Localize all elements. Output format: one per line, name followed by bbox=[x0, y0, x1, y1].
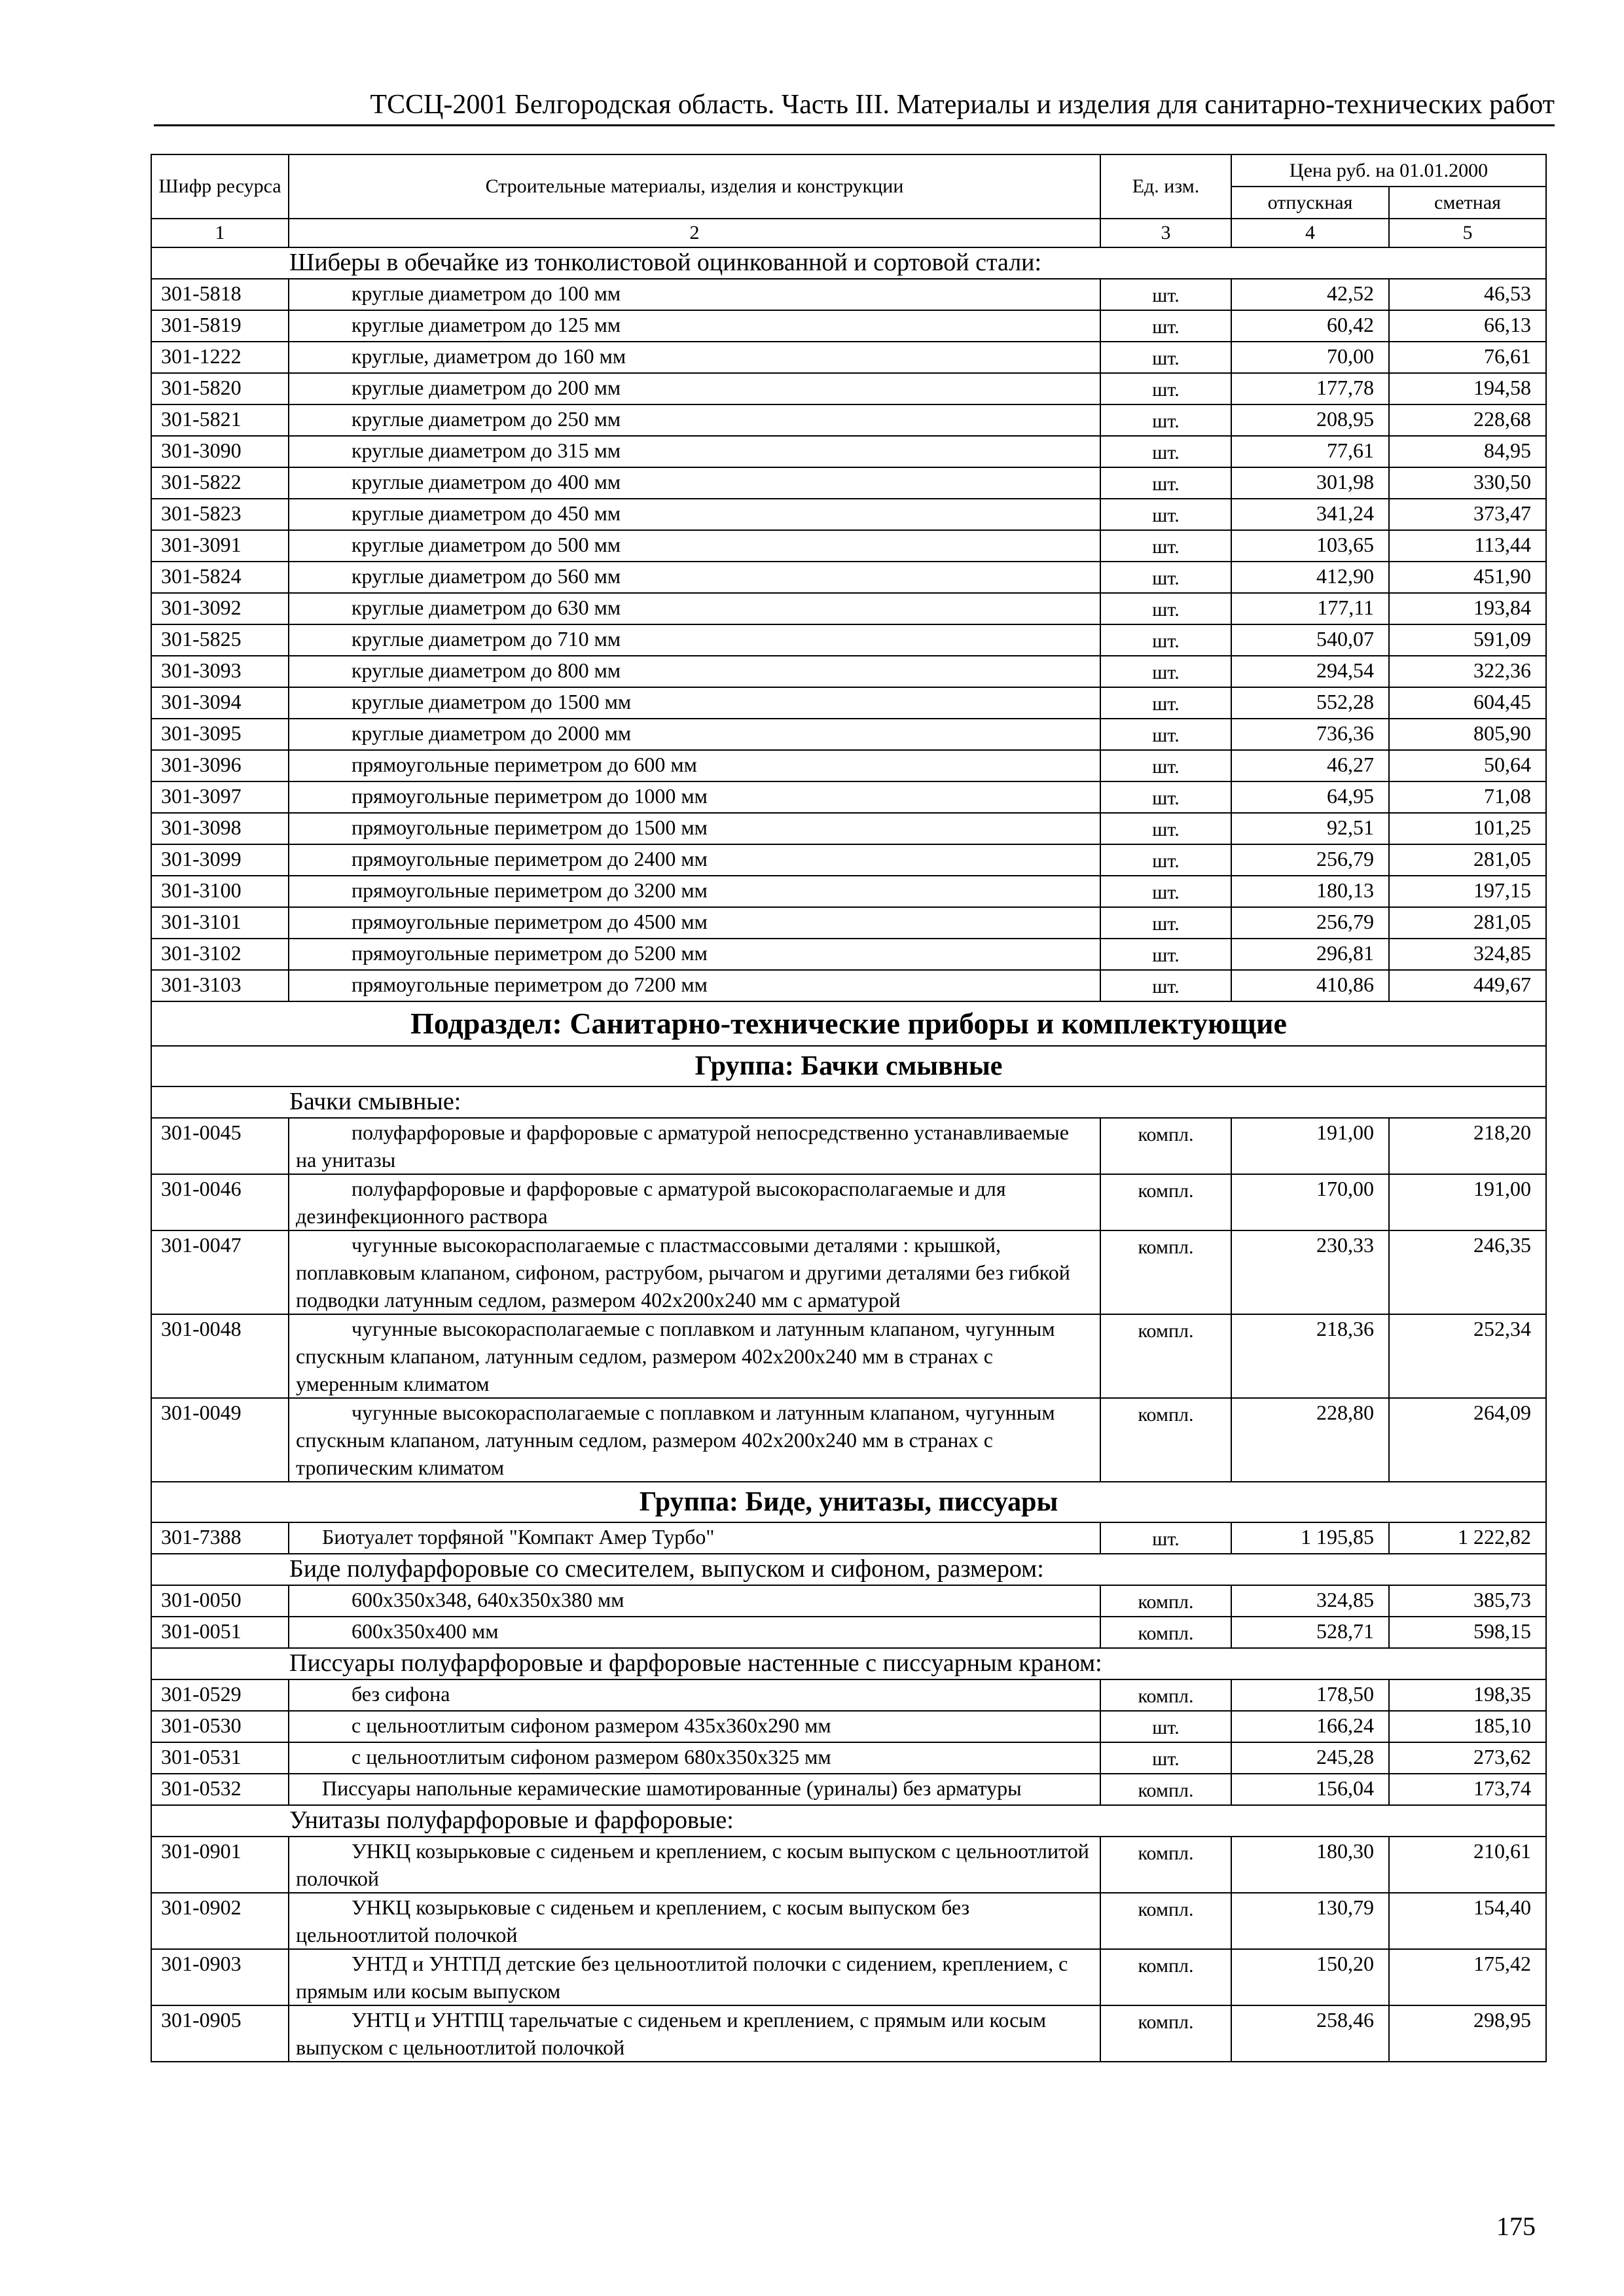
resource-code: 301-5823 bbox=[151, 499, 289, 530]
unit-cell: шт. bbox=[1100, 404, 1231, 436]
unit-cell: компл. bbox=[1100, 1585, 1231, 1617]
release-price: 540,07 bbox=[1231, 624, 1389, 656]
item-name: круглые диаметром до 250 мм bbox=[289, 404, 1100, 436]
item-name: Писсуары напольные керамические шамотированные (уриналы) без арматуры bbox=[289, 1774, 1100, 1805]
resource-code: 301-5818 bbox=[151, 279, 289, 310]
release-price: 301,98 bbox=[1231, 467, 1389, 499]
item-name: круглые диаметром до 2000 мм bbox=[289, 719, 1100, 750]
unit-cell: шт. bbox=[1100, 1742, 1231, 1774]
unit-cell: компл. bbox=[1100, 2005, 1231, 2062]
subsection-title: Подраздел: Санитарно-технические приборы и комплектующие bbox=[151, 1001, 1546, 1046]
col-number: 2 bbox=[289, 219, 1100, 247]
release-price: 77,61 bbox=[1231, 436, 1389, 467]
release-price: 218,36 bbox=[1231, 1314, 1389, 1398]
table-row bbox=[151, 499, 1546, 530]
resource-code: 301-5821 bbox=[151, 404, 289, 436]
release-price: 177,78 bbox=[1231, 373, 1389, 404]
table-row bbox=[151, 1837, 1546, 1893]
item-name: круглые, диаметром до 160 мм bbox=[289, 342, 1100, 373]
unit-cell: шт. bbox=[1100, 656, 1231, 687]
item-name: чугунные высокорасполагаемые с поплавком и латунным клапаном, чугунным спускным клапаном, латунным седлом, размером 402x200x240 мм в странах с умеренным климатом bbox=[289, 1314, 1100, 1398]
table-head-row bbox=[151, 154, 1546, 187]
group-title-row bbox=[151, 1805, 1546, 1837]
resource-code: 301-3097 bbox=[151, 781, 289, 813]
item-name: чугунные высокорасполагаемые с поплавком и латунным клапаном, чугунным спускным клапаном, латунным седлом, размером 402x200x240 мм в странах с тропическим климатом bbox=[289, 1398, 1100, 1482]
item-name: круглые диаметром до 125 мм bbox=[289, 310, 1100, 342]
estimate-price: 194,58 bbox=[1389, 373, 1546, 404]
resource-code: 301-3096 bbox=[151, 750, 289, 781]
estimate-price: 193,84 bbox=[1389, 593, 1546, 624]
table-row bbox=[151, 1617, 1546, 1648]
estimate-price: 101,25 bbox=[1389, 813, 1546, 844]
release-price: 736,36 bbox=[1231, 719, 1389, 750]
unit-cell: шт. bbox=[1100, 781, 1231, 813]
unit-cell: компл. bbox=[1100, 1893, 1231, 1949]
table-row bbox=[151, 719, 1546, 750]
resource-code: 301-5824 bbox=[151, 562, 289, 593]
col-number: 3 bbox=[1100, 219, 1231, 247]
release-price: 170,00 bbox=[1231, 1174, 1389, 1230]
item-name: круглые диаметром до 400 мм bbox=[289, 467, 1100, 499]
col-number: 1 bbox=[151, 219, 289, 247]
table-row bbox=[151, 593, 1546, 624]
table-row bbox=[151, 467, 1546, 499]
unit-cell: шт. bbox=[1100, 436, 1231, 467]
estimate-price: 373,47 bbox=[1389, 499, 1546, 530]
col-head-price: Цена руб. на 01.01.2000 bbox=[1231, 154, 1546, 187]
release-price: 64,95 bbox=[1231, 781, 1389, 813]
estimate-price: 154,40 bbox=[1389, 1893, 1546, 1949]
estimate-price: 591,09 bbox=[1389, 624, 1546, 656]
release-price: 256,79 bbox=[1231, 844, 1389, 876]
table-row bbox=[151, 342, 1546, 373]
estimate-price: 113,44 bbox=[1389, 530, 1546, 562]
table-row bbox=[151, 1679, 1546, 1711]
group-title: Шиберы в обечайке из тонколистовой оцинкованной и сортовой стали: bbox=[151, 247, 1546, 279]
estimate-price: 324,85 bbox=[1389, 939, 1546, 970]
release-price: 552,28 bbox=[1231, 687, 1389, 719]
table-row bbox=[151, 750, 1546, 781]
group-title: Унитазы полуфарфоровые и фарфоровые: bbox=[151, 1805, 1546, 1837]
resource-code: 301-0905 bbox=[151, 2005, 289, 2062]
release-price: 130,79 bbox=[1231, 1893, 1389, 1949]
item-name: прямоугольные периметром до 2400 мм bbox=[289, 844, 1100, 876]
item-name: полуфарфоровые и фарфоровые с арматурой высокорасполагаемые и для дезинфекционного раствора bbox=[289, 1174, 1100, 1230]
release-price: 191,00 bbox=[1231, 1118, 1389, 1174]
item-name: без сифона bbox=[289, 1679, 1100, 1711]
release-price: 46,27 bbox=[1231, 750, 1389, 781]
item-name: прямоугольные периметром до 7200 мм bbox=[289, 970, 1100, 1001]
table-row bbox=[151, 1949, 1546, 2005]
subsection-title-row bbox=[151, 1001, 1546, 1046]
estimate-price: 84,95 bbox=[1389, 436, 1546, 467]
item-name: Биотуалет торфяной "Компакт Амер Турбо" bbox=[289, 1522, 1100, 1554]
resource-code: 301-3099 bbox=[151, 844, 289, 876]
resource-code: 301-0050 bbox=[151, 1585, 289, 1617]
item-name: прямоугольные периметром до 3200 мм bbox=[289, 876, 1100, 907]
resource-code: 301-0046 bbox=[151, 1174, 289, 1230]
estimate-price: 197,15 bbox=[1389, 876, 1546, 907]
unit-cell: шт. bbox=[1100, 876, 1231, 907]
page-number: 175 bbox=[1496, 2212, 1536, 2241]
group-heading-row bbox=[151, 1046, 1546, 1086]
resource-code: 301-0051 bbox=[151, 1617, 289, 1648]
unit-cell: шт. bbox=[1100, 1711, 1231, 1742]
unit-cell: компл. bbox=[1100, 1837, 1231, 1893]
col-head-release: отпускная bbox=[1231, 187, 1389, 219]
col-number: 5 bbox=[1389, 219, 1546, 247]
item-name: круглые диаметром до 710 мм bbox=[289, 624, 1100, 656]
item-name: круглые диаметром до 560 мм bbox=[289, 562, 1100, 593]
release-price: 42,52 bbox=[1231, 279, 1389, 310]
release-price: 230,33 bbox=[1231, 1230, 1389, 1314]
table-row bbox=[151, 1774, 1546, 1805]
resource-code: 301-3091 bbox=[151, 530, 289, 562]
release-price: 180,13 bbox=[1231, 876, 1389, 907]
resource-code: 301-0532 bbox=[151, 1774, 289, 1805]
unit-cell: компл. bbox=[1100, 1617, 1231, 1648]
item-name: с цельноотлитым сифоном размером 435x360x290 мм bbox=[289, 1711, 1100, 1742]
group-title-row bbox=[151, 1648, 1546, 1679]
resource-code: 301-3095 bbox=[151, 719, 289, 750]
estimate-price: 198,35 bbox=[1389, 1679, 1546, 1711]
unit-cell: шт. bbox=[1100, 719, 1231, 750]
item-name: УНКЦ козырьковые с сиденьем и креплением, с косым выпуском без цельноотлитой полочкой bbox=[289, 1893, 1100, 1949]
table-row bbox=[151, 530, 1546, 562]
unit-cell: компл. bbox=[1100, 1679, 1231, 1711]
resource-code: 301-0901 bbox=[151, 1837, 289, 1893]
release-price: 1 195,85 bbox=[1231, 1522, 1389, 1554]
price-table bbox=[151, 154, 1547, 2062]
resource-code: 301-0903 bbox=[151, 1949, 289, 2005]
estimate-price: 252,34 bbox=[1389, 1314, 1546, 1398]
table-row bbox=[151, 404, 1546, 436]
group-heading: Группа: Биде, унитазы, писсуары bbox=[151, 1482, 1546, 1522]
table-row bbox=[151, 1230, 1546, 1314]
table-row bbox=[151, 907, 1546, 939]
table-row bbox=[151, 687, 1546, 719]
col-head-code: Шифр ресурса bbox=[151, 154, 289, 219]
item-name: УНТД и УНТПД детские без цельноотлитой полочки с сидением, креплением, с прямым или косым выпуском bbox=[289, 1949, 1100, 2005]
table-row bbox=[151, 562, 1546, 593]
unit-cell: шт. bbox=[1100, 750, 1231, 781]
resource-code: 301-3103 bbox=[151, 970, 289, 1001]
resource-code: 301-3094 bbox=[151, 687, 289, 719]
group-title-row bbox=[151, 1554, 1546, 1585]
resource-code: 301-0047 bbox=[151, 1230, 289, 1314]
item-name: УНТЦ и УНТПЦ тарельчатые с сиденьем и креплением, с прямым или косым выпуском с цельноотлитой полочкой bbox=[289, 2005, 1100, 2062]
table-row bbox=[151, 939, 1546, 970]
unit-cell: шт. bbox=[1100, 970, 1231, 1001]
release-price: 180,30 bbox=[1231, 1837, 1389, 1893]
table-row bbox=[151, 373, 1546, 404]
resource-code: 301-3098 bbox=[151, 813, 289, 844]
group-title-row bbox=[151, 247, 1546, 279]
release-price: 296,81 bbox=[1231, 939, 1389, 970]
item-name: круглые диаметром до 800 мм bbox=[289, 656, 1100, 687]
item-name: прямоугольные периметром до 1000 мм bbox=[289, 781, 1100, 813]
release-price: 60,42 bbox=[1231, 310, 1389, 342]
item-name: чугунные высокорасполагаемые с пластмассовыми деталями : крышкой, поплавковым клапаном, сифоном, раструбом, рычагом и другими деталями без гибкой подводки латунным седлом, размером 402x200x240 мм с арматурой bbox=[289, 1230, 1100, 1314]
resource-code: 301-3100 bbox=[151, 876, 289, 907]
estimate-price: 805,90 bbox=[1389, 719, 1546, 750]
release-price: 258,46 bbox=[1231, 2005, 1389, 2062]
release-price: 410,86 bbox=[1231, 970, 1389, 1001]
unit-cell: шт. bbox=[1100, 939, 1231, 970]
release-price: 228,80 bbox=[1231, 1398, 1389, 1482]
resource-code: 301-0529 bbox=[151, 1679, 289, 1711]
estimate-price: 228,68 bbox=[1389, 404, 1546, 436]
estimate-price: 451,90 bbox=[1389, 562, 1546, 593]
release-price: 177,11 bbox=[1231, 593, 1389, 624]
unit-cell: шт. bbox=[1100, 310, 1231, 342]
unit-cell: шт. bbox=[1100, 687, 1231, 719]
unit-cell: шт. bbox=[1100, 373, 1231, 404]
estimate-price: 273,62 bbox=[1389, 1742, 1546, 1774]
release-price: 208,95 bbox=[1231, 404, 1389, 436]
resource-code: 301-0045 bbox=[151, 1118, 289, 1174]
resource-code: 301-7388 bbox=[151, 1522, 289, 1554]
estimate-price: 66,13 bbox=[1389, 310, 1546, 342]
unit-cell: шт. bbox=[1100, 813, 1231, 844]
release-price: 528,71 bbox=[1231, 1617, 1389, 1648]
item-name: с цельноотлитым сифоном размером 680x350x325 мм bbox=[289, 1742, 1100, 1774]
estimate-price: 264,09 bbox=[1389, 1398, 1546, 1482]
table-row bbox=[151, 656, 1546, 687]
table-row bbox=[151, 970, 1546, 1001]
estimate-price: 385,73 bbox=[1389, 1585, 1546, 1617]
unit-cell: шт. bbox=[1100, 907, 1231, 939]
unit-cell: шт. bbox=[1100, 844, 1231, 876]
estimate-price: 281,05 bbox=[1389, 907, 1546, 939]
table-row bbox=[151, 1398, 1546, 1482]
group-title: Бачки смывные: bbox=[151, 1086, 1546, 1118]
table-row bbox=[151, 279, 1546, 310]
resource-code: 301-5822 bbox=[151, 467, 289, 499]
item-name: полуфарфоровые и фарфоровые с арматурой непосредственно устанавливаемые на унитазы bbox=[289, 1118, 1100, 1174]
estimate-price: 185,10 bbox=[1389, 1711, 1546, 1742]
estimate-price: 71,08 bbox=[1389, 781, 1546, 813]
release-price: 341,24 bbox=[1231, 499, 1389, 530]
table-row bbox=[151, 310, 1546, 342]
release-price: 156,04 bbox=[1231, 1774, 1389, 1805]
release-price: 166,24 bbox=[1231, 1711, 1389, 1742]
item-name: круглые диаметром до 450 мм bbox=[289, 499, 1100, 530]
table-row bbox=[151, 844, 1546, 876]
table-row bbox=[151, 781, 1546, 813]
estimate-price: 330,50 bbox=[1389, 467, 1546, 499]
item-name: круглые диаметром до 1500 мм bbox=[289, 687, 1100, 719]
table-row bbox=[151, 1174, 1546, 1230]
resource-code: 301-3090 bbox=[151, 436, 289, 467]
item-name: прямоугольные периметром до 600 мм bbox=[289, 750, 1100, 781]
item-name: прямоугольные периметром до 4500 мм bbox=[289, 907, 1100, 939]
estimate-price: 449,67 bbox=[1389, 970, 1546, 1001]
unit-cell: компл. bbox=[1100, 1174, 1231, 1230]
table-row bbox=[151, 1314, 1546, 1398]
estimate-price: 322,36 bbox=[1389, 656, 1546, 687]
unit-cell: компл. bbox=[1100, 1230, 1231, 1314]
page-header bbox=[154, 84, 1555, 126]
unit-cell: шт. bbox=[1100, 530, 1231, 562]
item-name: прямоугольные периметром до 1500 мм bbox=[289, 813, 1100, 844]
item-name: круглые диаметром до 200 мм bbox=[289, 373, 1100, 404]
resource-code: 301-0048 bbox=[151, 1314, 289, 1398]
estimate-price: 281,05 bbox=[1389, 844, 1546, 876]
table-row bbox=[151, 436, 1546, 467]
table-row bbox=[151, 1522, 1546, 1554]
resource-code: 301-5820 bbox=[151, 373, 289, 404]
item-name: 600x350x348, 640x350x380 мм bbox=[289, 1585, 1100, 1617]
estimate-price: 46,53 bbox=[1389, 279, 1546, 310]
table-row bbox=[151, 813, 1546, 844]
unit-cell: компл. bbox=[1100, 1314, 1231, 1398]
estimate-price: 298,95 bbox=[1389, 2005, 1546, 2062]
unit-cell: компл. bbox=[1100, 1118, 1231, 1174]
estimate-price: 246,35 bbox=[1389, 1230, 1546, 1314]
resource-code: 301-0531 bbox=[151, 1742, 289, 1774]
resource-code: 301-1222 bbox=[151, 342, 289, 373]
col-number: 4 bbox=[1231, 219, 1389, 247]
unit-cell: шт. bbox=[1100, 624, 1231, 656]
release-price: 412,90 bbox=[1231, 562, 1389, 593]
column-number-row bbox=[151, 219, 1546, 247]
estimate-price: 175,42 bbox=[1389, 1949, 1546, 2005]
resource-code: 301-3093 bbox=[151, 656, 289, 687]
group-title: Биде полуфарфоровые со смесителем, выпуском и сифоном, размером: bbox=[151, 1554, 1546, 1585]
unit-cell: шт. bbox=[1100, 593, 1231, 624]
release-price: 256,79 bbox=[1231, 907, 1389, 939]
unit-cell: шт. bbox=[1100, 562, 1231, 593]
table-row bbox=[151, 1711, 1546, 1742]
table-row bbox=[151, 624, 1546, 656]
estimate-price: 76,61 bbox=[1389, 342, 1546, 373]
item-name: круглые диаметром до 315 мм bbox=[289, 436, 1100, 467]
release-price: 178,50 bbox=[1231, 1679, 1389, 1711]
group-title: Писсуары полуфарфоровые и фарфоровые настенные с писсуарным краном: bbox=[151, 1648, 1546, 1679]
item-name: УНКЦ козырьковые с сиденьем и креплением, с косым выпуском с цельноотлитой полочкой bbox=[289, 1837, 1100, 1893]
group-heading: Группа: Бачки смывные bbox=[151, 1046, 1546, 1086]
resource-code: 301-3102 bbox=[151, 939, 289, 970]
item-name: круглые диаметром до 100 мм bbox=[289, 279, 1100, 310]
unit-cell: шт. bbox=[1100, 279, 1231, 310]
resource-code: 301-0902 bbox=[151, 1893, 289, 1949]
unit-cell: компл. bbox=[1100, 1774, 1231, 1805]
table-row bbox=[151, 1742, 1546, 1774]
estimate-price: 598,15 bbox=[1389, 1617, 1546, 1648]
release-price: 150,20 bbox=[1231, 1949, 1389, 2005]
release-price: 70,00 bbox=[1231, 342, 1389, 373]
resource-code: 301-5819 bbox=[151, 310, 289, 342]
item-name: прямоугольные периметром до 5200 мм bbox=[289, 939, 1100, 970]
header-title: ТССЦ-2001 Белгородская область. Часть III. Материалы и изделия для санитарно-технических работ bbox=[370, 90, 1555, 120]
group-title-row bbox=[151, 1086, 1546, 1118]
item-name: круглые диаметром до 500 мм bbox=[289, 530, 1100, 562]
estimate-price: 218,20 bbox=[1389, 1118, 1546, 1174]
resource-code: 301-3092 bbox=[151, 593, 289, 624]
resource-code: 301-0049 bbox=[151, 1398, 289, 1482]
table-row bbox=[151, 1585, 1546, 1617]
group-heading-row bbox=[151, 1482, 1546, 1522]
unit-cell: шт. bbox=[1100, 467, 1231, 499]
unit-cell: компл. bbox=[1100, 1398, 1231, 1482]
estimate-price: 50,64 bbox=[1389, 750, 1546, 781]
item-name: 600x350x400 мм bbox=[289, 1617, 1100, 1648]
resource-code: 301-0530 bbox=[151, 1711, 289, 1742]
unit-cell: компл. bbox=[1100, 1949, 1231, 2005]
estimate-price: 210,61 bbox=[1389, 1837, 1546, 1893]
resource-code: 301-3101 bbox=[151, 907, 289, 939]
estimate-price: 191,00 bbox=[1389, 1174, 1546, 1230]
table-row bbox=[151, 876, 1546, 907]
col-head-unit: Ед. изм. bbox=[1100, 154, 1231, 219]
item-name: круглые диаметром до 630 мм bbox=[289, 593, 1100, 624]
release-price: 294,54 bbox=[1231, 656, 1389, 687]
table-row bbox=[151, 1893, 1546, 1949]
col-head-estimate: сметная bbox=[1389, 187, 1546, 219]
resource-code: 301-5825 bbox=[151, 624, 289, 656]
unit-cell: шт. bbox=[1100, 499, 1231, 530]
unit-cell: шт. bbox=[1100, 1522, 1231, 1554]
release-price: 245,28 bbox=[1231, 1742, 1389, 1774]
estimate-price: 173,74 bbox=[1389, 1774, 1546, 1805]
release-price: 324,85 bbox=[1231, 1585, 1389, 1617]
release-price: 92,51 bbox=[1231, 813, 1389, 844]
release-price: 103,65 bbox=[1231, 530, 1389, 562]
table-row bbox=[151, 1118, 1546, 1174]
unit-cell: шт. bbox=[1100, 342, 1231, 373]
estimate-price: 1 222,82 bbox=[1389, 1522, 1546, 1554]
estimate-price: 604,45 bbox=[1389, 687, 1546, 719]
col-head-name: Строительные материалы, изделия и конструкции bbox=[289, 154, 1100, 219]
table-row bbox=[151, 2005, 1546, 2062]
